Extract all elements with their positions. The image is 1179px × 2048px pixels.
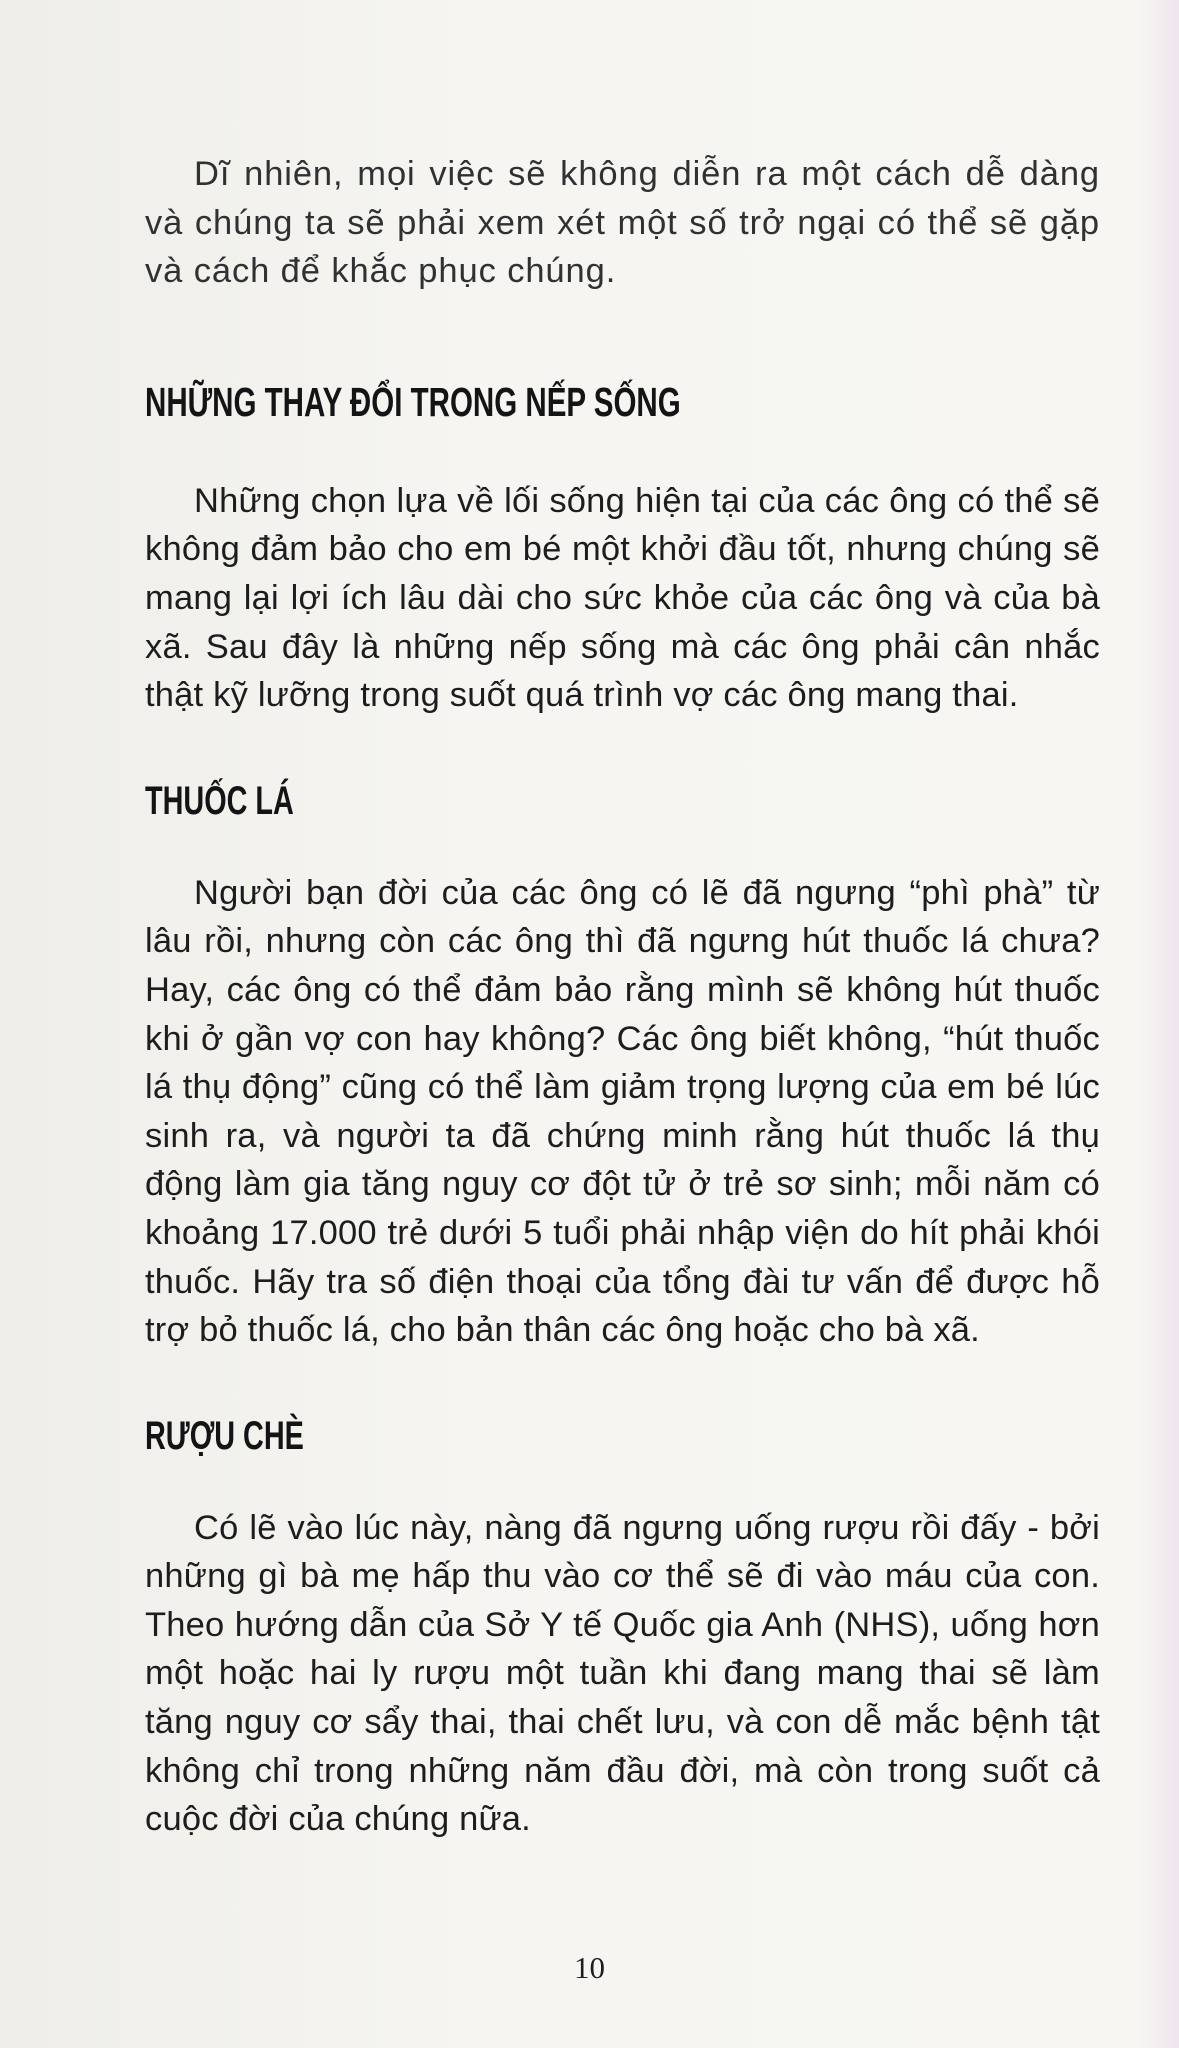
alcohol-heading: RƯỢU CHÈ	[145, 1413, 304, 1458]
lifestyle-paragraph: Những chọn lựa về lối sống hiện tại của các ông có thể sẽ không đảm bảo cho em bé một khởi đầu tốt, nhưng chúng sẽ mang lại lợi ích lâu dài cho sức khỏe của các ông và của bà xã. Sau đây là những nếp sống mà các ông phải cân nhắc thật kỹ lưỡng trong suốt quá trình vợ các ông mang thai.	[145, 481, 1100, 715]
smoking-paragraph: Người bạn đời của các ông có lẽ đã ngưng “phì phà” từ lâu rồi, nhưng còn các ông thì đã ngưng hút thuốc lá chưa? Hay, các ông có thể đảm bảo rằng mình sẽ không hút thuốc khi ở gần vợ con hay không? Các ông biết không, “hút thuốc lá thụ động” cũng có thể làm giảm trọng lượng của em bé lúc sinh ra, và người ta đã chứng minh rằng hút thuốc lá thụ động làm gia tăng nguy cơ đột tử ở trẻ sơ sinh; mỗi năm có khoảng 17.000 trẻ dưới 5 tuổi phải nhập viện do hít phải khói thuốc. Hãy tra số điện thoại của tổng đài tư vấn để được hỗ trợ bỏ thuốc lá, cho bản thân các ông hoặc cho bà xã.	[145, 873, 1100, 1350]
smoking-heading: THUỐC LÁ	[145, 778, 294, 823]
section-heading: NHỮNG THAY ĐỔI TRONG NẾP SỐNG	[145, 378, 681, 425]
page-number: 10	[574, 1950, 605, 1985]
intro-paragraph: Dĩ nhiên, mọi việc sẽ không diễn ra một cách dễ dàng và chúng ta sẽ phải xem xét một số trở ngại có thể sẽ gặp và cách để khắc phục chúng.	[145, 155, 1100, 291]
alcohol-paragraph: Có lẽ vào lúc này, nàng đã ngưng uống rượu rồi đấy - bởi những gì bà mẹ hấp thu vào cơ thể sẽ đi vào máu của con. Theo hướng dẫn của Sở Y tế Quốc gia Anh (NHS), uống hơn một hoặc hai ly rượu một tuần khi đang mang thai sẽ làm tăng nguy cơ sẩy thai, thai chết lưu, và con dễ mắc bệnh tật không chỉ trong những năm đầu đời, mà còn trong suốt cả cuộc đời của chúng nữa.	[145, 1508, 1100, 1839]
page-edge-tint	[1139, 0, 1179, 2048]
page-content	[145, 150, 1100, 1844]
